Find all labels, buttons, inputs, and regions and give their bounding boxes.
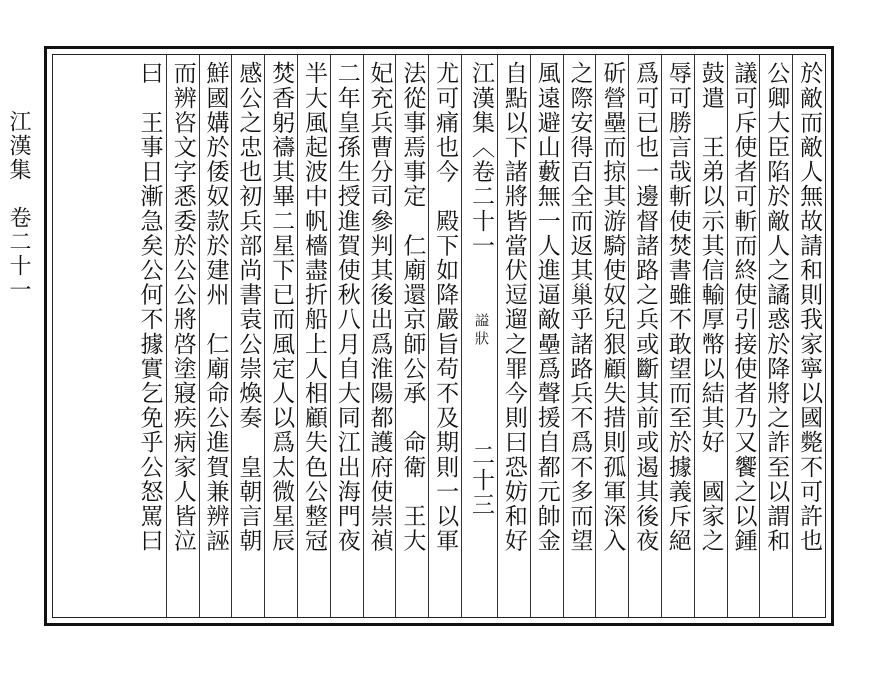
column-text: 於敵而敵人無故請和則我家寧以國斃不可許也 xyxy=(796,61,823,553)
text-column xyxy=(497,55,530,617)
column-text: 二年皇孫生授進賀使秋八月自大同江出海門夜 xyxy=(333,61,360,553)
text-column xyxy=(595,55,628,617)
text-column xyxy=(792,55,825,617)
text-column xyxy=(727,55,760,617)
column-text: 尤可痛也今 殿下如降嚴旨苟不及期則一以軍 xyxy=(432,61,459,553)
column-text: 而辨咨文字悉委於公公將啓塗寢疾病家人皆泣 xyxy=(169,61,196,553)
text-column xyxy=(694,55,727,617)
center-fold-column xyxy=(461,55,497,617)
text-column xyxy=(628,55,661,617)
column-text: 感公之忠也初兵部尚書袁公崇煥奏 皇朝言朝 xyxy=(235,61,262,553)
text-column xyxy=(264,55,297,617)
margin-book-title: 江漢集 卷二十一 xyxy=(6,110,31,302)
column-text: 半大風起波中帆檣盡折船上人相顧失色公整冠 xyxy=(300,61,327,553)
fold-book-title: 江漢集〈卷二十一 xyxy=(468,61,495,258)
column-text: 公卿大臣陷於敵人之譎惑於降將之詐至以謂和 xyxy=(763,61,790,553)
column-text: 斫營壘而掠其游騎使奴兒狠顧失措則孤軍深入 xyxy=(599,61,626,553)
column-text: 鮮國媾於倭奴款於建州 仁廟命公進賀兼辨誣 xyxy=(202,61,229,553)
text-column xyxy=(297,55,330,617)
text-column xyxy=(166,55,199,617)
column-text: 之際安得百全而返其巢乎諸路兵不爲不多而望 xyxy=(566,61,593,553)
text-column xyxy=(661,55,694,617)
text-column xyxy=(428,55,461,617)
text-column xyxy=(133,55,166,617)
page-frame xyxy=(44,46,834,626)
column-text: 法從事焉事定 仁廟還京師公承 命衛 王大 xyxy=(399,61,426,553)
column-text: 風遠避山藪無一人進逼敵壘爲聲援自都元帥金 xyxy=(533,61,560,553)
column-text: 自點以下諸將皆當伏逗遛之罪今則曰恐妨和好 xyxy=(500,61,527,553)
column-text: 曰 王事日漸急矣公何不據實乞免乎公怒罵曰 xyxy=(136,61,163,553)
text-column xyxy=(231,55,264,617)
fold-section-label: 謚狀 xyxy=(473,313,490,349)
column-text: 鼓遣 王弟以示其信輸厚幣以結其好 國家之 xyxy=(697,61,724,553)
text-column xyxy=(199,55,232,617)
text-column xyxy=(759,55,792,617)
text-block xyxy=(52,54,826,618)
column-text: 爲可已也一邊督諸路之兵或斷其前或遏其後夜 xyxy=(632,61,659,553)
column-text: 辱可勝言哉斬使焚書雖不敢望而至於據義斥絕 xyxy=(664,61,691,553)
text-column xyxy=(363,55,396,617)
column-text: 妃充兵曹分司參判其後出爲淮陽都護府使崇禎 xyxy=(366,61,393,553)
text-column xyxy=(563,55,596,617)
text-column xyxy=(395,55,428,617)
text-column xyxy=(330,55,363,617)
fold-page-number: 二十三 xyxy=(468,443,495,517)
column-text: 議可斥使者可斬而終使引接使者乃又饗之以鍾 xyxy=(730,61,757,553)
column-text: 焚香躬禱其畢二星下已而風定人以爲太微星辰 xyxy=(268,61,295,553)
text-column xyxy=(530,55,563,617)
